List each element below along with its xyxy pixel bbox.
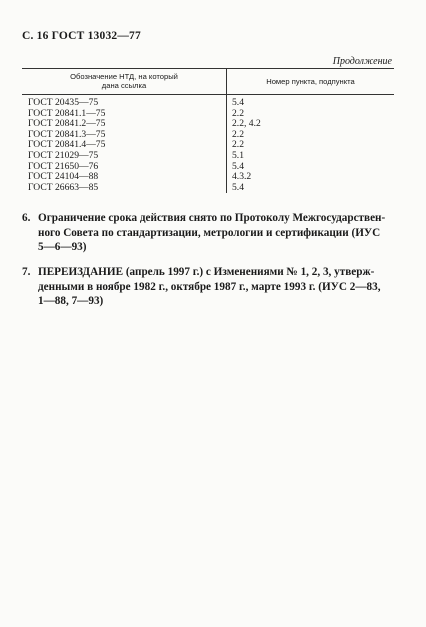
table-header-row <box>22 69 394 95</box>
cell-document: ГОСТ 20841.4—75 <box>22 140 227 151</box>
cell-document: ГОСТ 26663—85 <box>22 183 227 194</box>
cell-document: ГОСТ 20841.1—75 <box>22 109 227 120</box>
paragraph-6-number: 6. <box>22 212 31 224</box>
cell-document: ГОСТ 20841.3—75 <box>22 130 227 141</box>
cell-document: ГОСТ 21650—76 <box>22 162 227 173</box>
paragraph-6-line-1: Ограничение срока действия снято по Протоколу Межгосударствен- <box>38 212 386 224</box>
paragraph-7-line-3: 1—88, 7—93) <box>38 295 104 307</box>
paragraph-6 <box>22 211 398 255</box>
cell-clause: 5.4 <box>232 160 244 172</box>
column-header-document-text: Обозначение НТД, на который дана ссылка <box>70 72 178 91</box>
cell-clause: 2.2 <box>232 128 244 140</box>
paragraph-6-line-2: ного Совета по стандартизации, метрологии и сертификации (ИУС <box>38 226 381 239</box>
table-row <box>22 151 394 162</box>
cell-clause: 2.2, 4.2 <box>232 118 261 130</box>
reference-table <box>22 68 394 193</box>
paragraph-6-line-3: 5—6—93) <box>38 241 87 253</box>
cell-document: ГОСТ 20841.2—75 <box>22 119 227 130</box>
paragraph-7-line-2: денными в ноябре 1982 г., октябре 1987 г., марте 1993 г. (ИУС 2—83, <box>38 280 381 293</box>
table-row <box>22 183 394 194</box>
paragraph-7-line-1: ПЕРЕИЗДАНИЕ (апрель 1997 г.) с Изменениями № 1, 2, 3, утверж- <box>38 266 375 278</box>
cell-document: ГОСТ 21029—75 <box>22 151 227 162</box>
continued-label: Продолжение <box>332 56 392 67</box>
cell-document: ГОСТ 24104—88 <box>22 172 227 183</box>
page-header: С. 16 ГОСТ 13032—77 <box>22 30 141 42</box>
table-row <box>22 94 394 108</box>
column-header-document <box>22 69 227 95</box>
table-body <box>22 94 394 193</box>
paragraph-7 <box>22 265 398 309</box>
cell-clause: 2.2 <box>232 139 244 151</box>
column-header-clause: Номер пункта, подпункта <box>227 69 395 95</box>
cell-document: ГОСТ 20435—75 <box>22 94 227 108</box>
cell-clause: 5.4 <box>232 181 244 193</box>
cell-clause: 2.2 <box>232 107 244 119</box>
paragraph-7-number: 7. <box>22 266 31 278</box>
cell-clause: 4.3.2 <box>232 171 252 183</box>
cell-clause: 5.1 <box>232 149 244 161</box>
cell-clause: 5.4 <box>232 96 244 108</box>
